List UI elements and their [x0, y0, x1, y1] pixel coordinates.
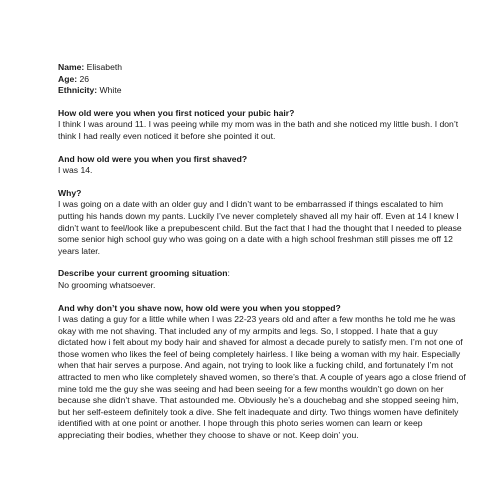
- ethnicity-line: [58, 85, 468, 97]
- qa-item-4: [58, 268, 468, 291]
- interview-document: [58, 62, 468, 453]
- question-1: How old were you when you first noticed your pubic hair?: [58, 107, 295, 118]
- ethnicity-value: White: [97, 85, 122, 96]
- answer-3: I was going on a date with an older guy and I didn’t want to be embarrassed if things escalated to him putting his hands down my pants. Luckily I’ve never completely shaved all my hair off. Even at 14 I knew I didn’t want to feel/look like a prepubescent child. But the fact that I had the thought that I needed to please some senior high school guy who was going on a date with a high school freshman still pisses me off 12 years later.: [58, 199, 462, 256]
- ethnicity-label: Ethnicity:: [58, 85, 98, 96]
- qa-item-1: [58, 108, 468, 143]
- question-5: And why don’t you shave now, how old were you when you stopped?: [58, 302, 341, 313]
- question-3: Why?: [58, 187, 82, 198]
- question-4-suffix: :: [227, 268, 230, 279]
- profile-block: [58, 62, 468, 97]
- question-4-line: [58, 268, 468, 280]
- qa-item-2: [58, 154, 468, 177]
- age-line: [58, 74, 468, 86]
- qa-item-5: [58, 303, 468, 442]
- qa-item-3: [58, 188, 468, 258]
- age-label: Age:: [58, 73, 78, 84]
- answer-2: I was 14.: [58, 165, 93, 176]
- name-value: Elisabeth: [84, 62, 123, 72]
- question-4: Describe your current grooming situation: [58, 268, 228, 279]
- name-line: [58, 62, 468, 74]
- age-value: 26: [77, 73, 90, 84]
- name-label: Name:: [58, 62, 85, 72]
- answer-4: No grooming whatsoever.: [58, 279, 156, 290]
- answer-5: I was dating a guy for a little while when I was 22-23 years old and after a few months he told me he was okay with me not shaving. That included any of my armpits and legs. So, I stopped. I hate that a guy dictated how i felt about my body hair and shaved for almost a decade purely to satisfy men. I’m not one of those women who likes the feel of being completely hairless. I like being a woman with my hair. Especially when that hair serves a purpose. And again, not trying to look like a fucking child, and fortunately I’m not attracted to men who like completely shaved women, so there’s that. A couple of years ago a close friend of mine told me the guy she was seeing and had been seeing for a few months wouldn’t go down on her because she didn’t shave. That astounded me. Obviously he’s a douchebag and she stopped seeing him, but her self-esteem definitely took a dive. She felt inadequate and dirty. Two things women have definitely identified with at one point or another. I hope through this photo series women can learn or keep appreciating their bodies, whether they choose to shave or not. Keep doin’ you.: [58, 314, 466, 441]
- answer-1: I think I was around 11. I was peeing while my mom was in the bath and she noticed my little bush. I don’t think I had really even noticed it before she pointed it out.: [58, 119, 459, 141]
- question-2: And how old were you when you first shaved?: [58, 153, 248, 164]
